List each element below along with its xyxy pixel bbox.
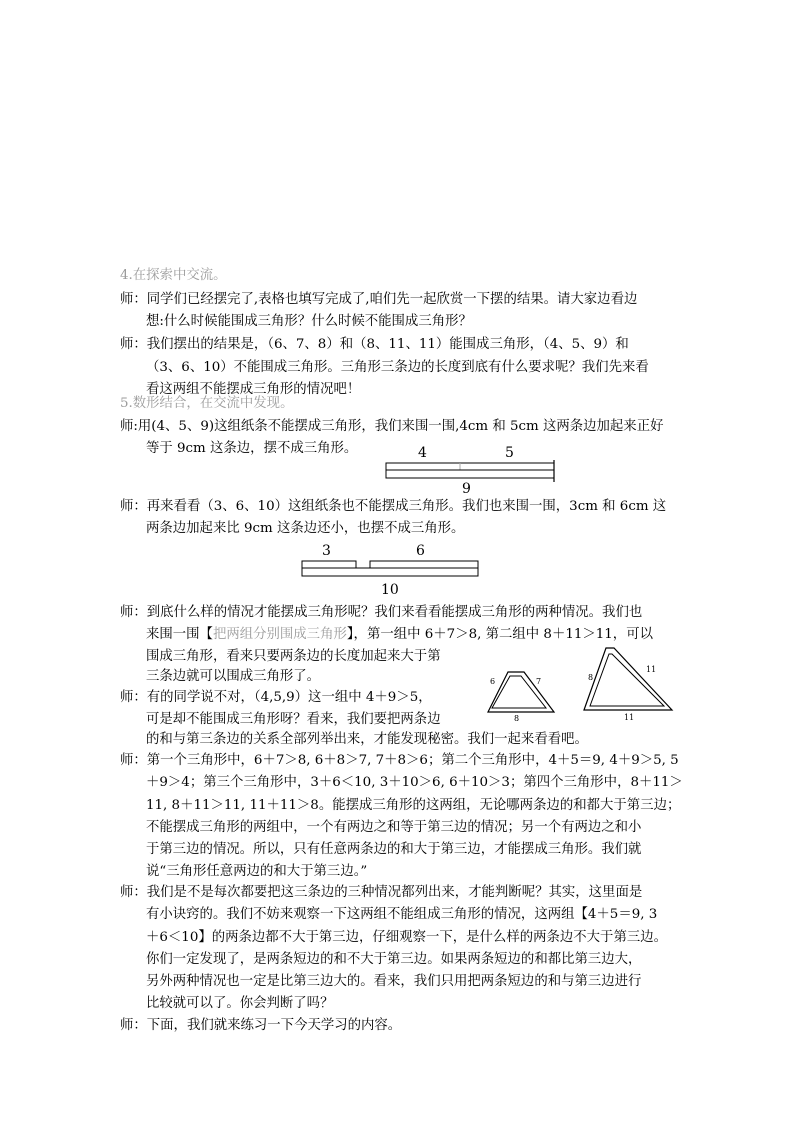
strip-diagram-4-5-9 xyxy=(380,444,560,494)
paragraph-line: ＋6＜10】的两条边都不大于第三边，仔细观察一下，是什么样的两条边不大于第三边。 xyxy=(146,930,668,945)
paragraph-line: ＋9＞4；第三个三角形中，3＋6＜10, 3＋10＞6, 6＋10＞3；第四个三角形中，8＋11＞ xyxy=(146,775,683,790)
section-heading-4: 4.在探索中交流。 xyxy=(120,268,227,283)
paragraph-line: 于第三边的情况。所以，只有任意两条边的和大于第三边，才能摆成三角形。我们就 xyxy=(146,842,642,857)
strip-label-c: 10 xyxy=(381,582,399,597)
triangle-side-label: 7 xyxy=(536,677,542,686)
paragraph-line: 师：再来看看（3、6、10）这组纸条也不能摆成三角形。我们也来围一围，3cm 和 6cm 这 xyxy=(120,499,667,514)
paragraph-line: （3、6、10）不能围成三角形。三角形三条边的长度到底有什么要求呢？我们先来看 xyxy=(146,360,649,375)
strip-bottom xyxy=(386,470,554,478)
strip-label-a: 3 xyxy=(322,543,331,559)
paragraph-line: 的和与第三条边的关系全部列举出来，才能发现秘密。我们一起来看看吧。 xyxy=(146,732,588,747)
strip-base-10 xyxy=(302,568,478,576)
strip-label-b: 5 xyxy=(505,445,514,461)
paragraph-line: 师：同学们已经摆完了,表格也填写完成了,咱们先一起欣赏一下摆的结果。请大家边看边 xyxy=(120,292,638,307)
paragraph-line: 师：我们是不是每次都要把这三条边的三种情况都列出来，才能判断呢？其实，这里面是 xyxy=(120,885,643,900)
strip-label-c: 9 xyxy=(462,481,471,494)
paragraph-line: 师：下面，我们就来练习一下今天学习的内容。 xyxy=(120,1018,402,1033)
triangle-side-label: 11 xyxy=(624,713,635,722)
paragraph-line: 师：第一个三角形中，6＋7＞8, 6＋8＞7, 7＋8＞6；第二个三角形中，4＋5＝9, 4＋9＞5, 5 xyxy=(120,753,679,768)
paragraph-line: 师：有的同学说不对，（4,5,9）这一组中 4＋9＞5， xyxy=(120,690,432,705)
triangle-side-label: 6 xyxy=(490,677,496,686)
triangle-side-label: 8 xyxy=(514,714,520,723)
paragraph-line: 11, 8＋11＞11, 11＋11＞8。能摆成三角形的这两组，无论哪两条边的和都大于第三边； xyxy=(146,798,681,813)
paragraph-line: 两条边加起来比 9cm 这条边还小，也摆不成三角形。 xyxy=(146,521,465,536)
paragraph-line: 你们一定发现了，是两条短边的和不大于第三边。如果两条短边的和都比第三边大， xyxy=(146,952,642,967)
paragraph-line: 另外两种情况也一定是比第三边大的。看来，我们只用把两条短边的和与第三边进行 xyxy=(146,974,642,989)
paragraph-line: 说“三角形任意两边的和大于第三边。” xyxy=(146,864,368,879)
triangle-side-label: 11 xyxy=(646,665,657,674)
paragraph-line: 看这两组不能摆成三角形的情况吧！ xyxy=(146,382,361,397)
strip-label-a: 4 xyxy=(418,445,427,461)
triangle-side-label: 8 xyxy=(588,673,594,682)
paragraph-line: 不能摆成三角形的两组中，一个有两边之和等于第三边的情况；另一个有两边之和小 xyxy=(146,820,642,835)
strip-top xyxy=(386,463,554,470)
strip-piece-3 xyxy=(302,561,356,568)
paragraph-line: 师:用(4、5、9)这组纸条不能摆成三角形，我们来围一围,4cm 和 5cm 这两条边加起来正好 xyxy=(120,419,664,434)
strip-piece-6 xyxy=(370,561,478,568)
paragraph-line: 来围一围【把两组分别围成三角形】，第一组中 6＋7＞8, 第二组中 8＋11＞11，可以 xyxy=(146,627,653,642)
paragraph-line: 等于 9cm 这条边，摆不成三角形。 xyxy=(146,441,358,456)
paragraph-line: 有小诀窍的。我们不妨来观察一下这两组不能组成三角形的情况，这两组【4＋5＝9, 3 xyxy=(146,907,658,922)
paragraph-line: 围成三角形，看来只要两条边的长度加起来大于第 xyxy=(146,649,441,664)
paragraph-line: 比较就可以了。你会判断了吗？ xyxy=(146,996,334,1011)
paragraph-line: 可是却不能围成三角形呀？看来，我们要把两条边 xyxy=(146,712,441,727)
paragraph-line: 师：我们摆出的结果是，（6、7、8）和（8、11、11）能围成三角形，（4、5、9）和 xyxy=(120,337,629,352)
paragraph-line: 师：到底什么样的情况才能摆成三角形呢？我们来看看能摆成三角形的两种情况。我们也 xyxy=(120,605,643,620)
paragraph-line: 想:什么时候能围成三角形？什么时候不能围成三角形？ xyxy=(146,314,472,329)
paragraph-line: 三条边就可以围成三角形了。 xyxy=(146,669,321,684)
strip-diagram-3-6-10 xyxy=(298,541,484,597)
section-heading-5: 5.数形结合，在交流中发现。 xyxy=(120,396,294,411)
triangle-8-11-11 xyxy=(584,648,672,722)
triangle-6-7-8 xyxy=(488,672,554,723)
triangle-figures xyxy=(484,644,684,724)
strip-label-b: 6 xyxy=(416,543,425,559)
